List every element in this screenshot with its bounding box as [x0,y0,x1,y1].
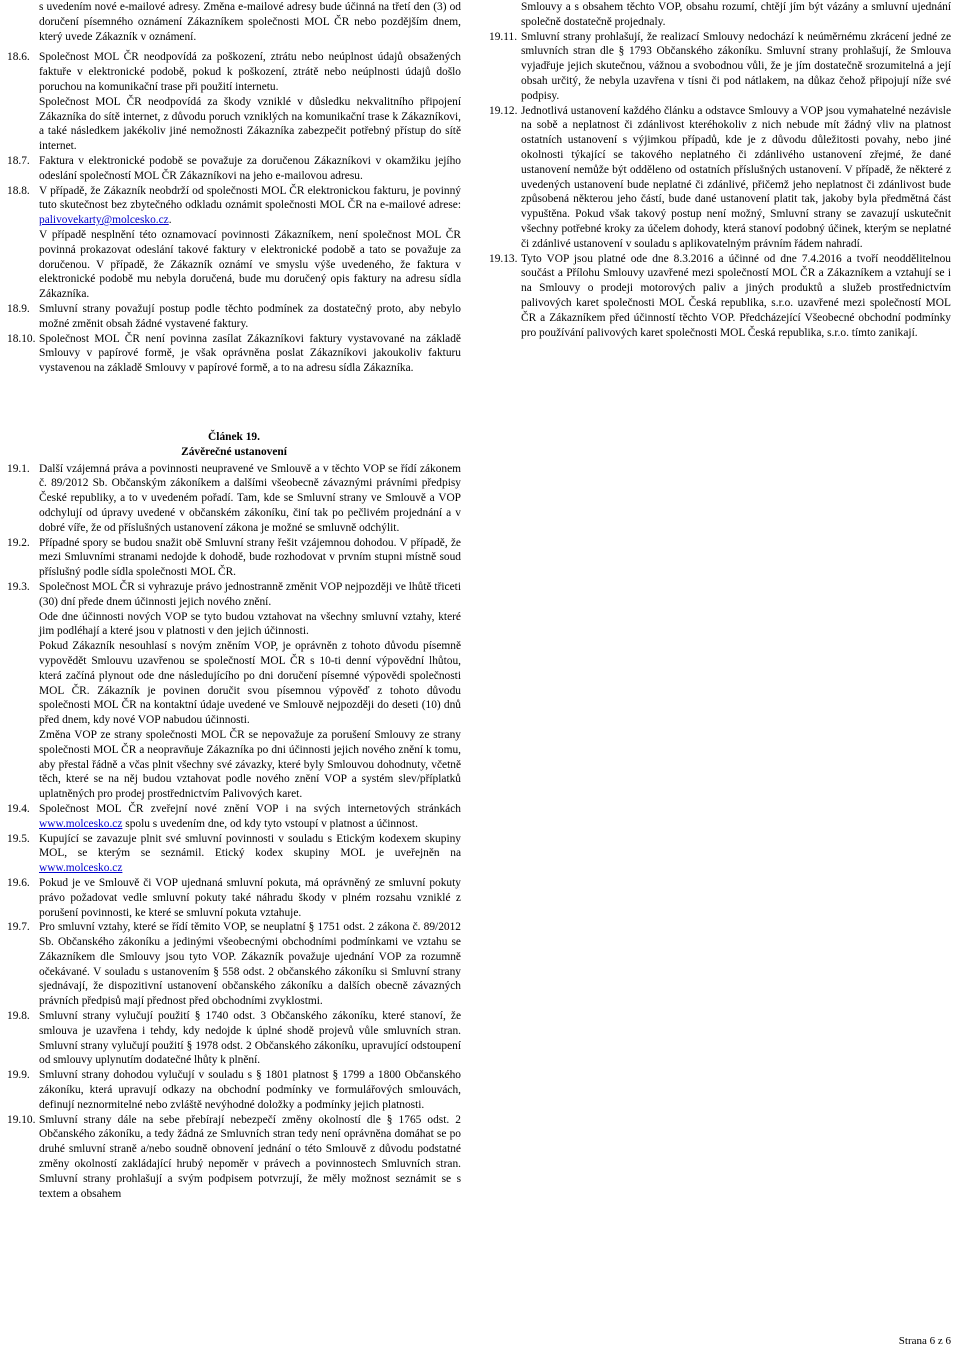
clause-text: Smluvní strany vylučují použití § 1740 odst. 3 Občanského zákoníku, které stanoví, že smlouva je uzavřena i tehdy, kdy nedojde k úplné shodě projevů vůle smluvních stran. Smluvní strany vylučují použití § 1978 odst. 2 Občanského zákoníku, upravující odstoupení od smlouvy uplynutím dodatečné lhůty k plnění. [39,1010,461,1067]
clause-text: Další vzájemná práva a povinnosti neupravené ve Smlouvě a v těchto VOP se řídí zákonem č. 89/2012 Sb. Občanským zákoníkem a dalšími všeobecně závaznými právními předpisy České republiky, a to v uvedeném pořadí. Tam, kde se Smluvní strany ve Smlouvě a VOP odchylují od úpravy uvedené v občanském zákoníku, činí tak po pečlivém projednání a v dobré víře, že od příslušných ustanovení zákona je možné se smluvně odchýlit. [39,462,461,534]
clause-number: 18.9. [7,302,30,315]
clause-19-1 [7,462,461,536]
clause-18-6 [7,50,461,154]
clause-number: 19.6. [7,876,30,889]
clause-text: Smluvní strany dále na sebe přebírají nebezpečí změny okolností dle § 1765 odst. 2 Občanského zákoníku, a tedy žádná ze Smluvních stran tedy není oprávněna domáhat se po druhé smluvní straně a/nebo soudně obnovení jednání o této Smlouvě z důvodu podstatné změny okolností zakládající hrubý nepoměr v právech a povinnostech Smluvních stran. Smluvní strany prohlašují a svým podpisem potvrzují, že měly možnost seznámit se s textem a obsahem [39,1113,461,1200]
clause-19-10 [7,1113,461,1202]
clause-number: 19.12. [489,104,518,117]
clause-19-10-continuation: Smlouvy a s obsahem těchto VOP, obsahu rozumí, chtějí jím být vázány a smluvní ujednání společně dostatečně projednaly. [521,1,951,28]
intro-continuation: s uvedením nové e-mailové adresy. Změna e-mailové adresy bude účinná na třetí den (3) od doručení písemného oznámení Zákazníkem společnosti MOL ČR nebo pozdějším dnem, který uvede Zákazník v oznámení. [39,1,461,43]
clause-number: 19.10. [7,1113,36,1126]
clause-18-9 [7,302,461,332]
clause-19-11 [489,30,951,104]
clause-19-6 [7,876,461,920]
clause-19-12 [489,104,951,252]
clause-number: 19.13. [489,252,518,265]
clause-number: 18.7. [7,154,30,167]
clause-text: Smluvní strany považují postup podle těchto podmínek za dostatečný proto, aby nebylo možné změnit obsah žádné vystavené faktury. [39,302,461,330]
clause-text: Pokud je ve Smlouvě či VOP ujednaná smluvní pokuta, má oprávněný ze smluvní pokuty právo požadovat vedle smluvní pokuty také náhradu škody v plném rozsahu vzniklé z porušení povinnosti, ke které se smluvní pokuta vztahuje. [39,876,461,919]
clause-19-13 [489,252,951,341]
clause-18-7 [7,154,461,184]
clause-text: Případné spory se budou snažit obě Smluvní strany řešit vzájemnou dohodou. V případě, že mezi Smluvními stranami nedojde k dohodě, bude rozhodovat v prvním stupni místně soud příslušný podle sídla společnosti MOL ČR. [39,536,461,579]
clause-text: V případě nesplnění této oznamovací povinnosti Zákazníkem, není společnost MOL ČR povinná prokazovat odeslání takové faktury v elektronické podobě a tato se považuje za doručenou. V případě, že Zákazník oznámí ve smyslu výše uvedeného, že faktura v elektronické podobě mu nebyla doručená, bude mu doručený opis faktury na adresu sídla Zákazníka. [39,228,461,301]
clause-19-3 [7,580,461,802]
clause-text: Pokud Zákazník nesouhlasí s novým zněním VOP, je oprávněn z tohoto důvodu písemně vypovědět Smlouvu uzavřenou se společností MOL ČR s 10-ti denní výpovědní lhůtou, která začíná plynout ode dne následujícího po dni doručení písemné výpovědi společnosti MOL ČR. Zákazník je povinen doručit svou písemnou výpověď z tohoto důvodu společnosti MOL ČR na kontaktní údaje uvedené ve Smlouvě nejpozději do deseti (10) dnů před dnem, kdy nové VOP nabudou účinnosti. [39,640,461,727]
email-link[interactable]: palivovekarty@molcesko.cz [39,214,169,227]
clause-18-10 [7,332,461,376]
clause-text: Kupující se zavazuje plnit své smluvní povinnosti v souladu s Etickým kodexem skupiny MOL, se kterým se seznámil. Etický kodex skupiny MOL je uveřejněn na [39,832,461,860]
clause-number: 19.9. [7,1069,30,1082]
clause-19-8 [7,1009,461,1068]
right-column [489,0,951,340]
clause-18-8: 18.8. V případě, že Zákazník neobdrží od společnosti MOL ČR elektronickou fakturu, je povinný tuto skutečnost bez zbytečného odkladu oznámit společnosti MOL ČR na e-mailové adrese: palivovekarty@molcesko.cz. V případě nesplnění této oznamovací povinnosti Zákazníkem, není společnost MOL ČR povinná prokazovat odeslání takové faktury v elektronické podobě a tato se považuje za doručenou. V případě, že Zákazník oznámí ve smyslu výše uvedeného, že faktura v elektronické podobě mu nebyla doručená, bude mu doručený opis faktury na adresu sídla Zákazníka. [7,184,461,301]
article-19 [7,430,461,1201]
left-column-top [7,0,461,376]
clause-text: Pro smluvní vztahy, které se řídí těmito VOP, se neuplatní § 1751 odst. 2 zákona č. 89/2012 Sb. Občanského zákoníku a jedinými všeobecnými obchodními podmínkami ve vztahu se Zákazníkem dle Smlouvy jsou tyto VOP. Zákazník považuje ujednání VOP za rozumně očekávané. V souladu s ustanovením § 558 odst. 2 občanského zákoníku si Smluvní strany sjednávají, že dispozitivní ustanovení občanského zákoníku a dalších obecně závazných právních předpisů mají přednost před obchodními zvyklostmi. [39,921,461,1008]
clause-number: 18.6. [7,51,30,64]
clause-text: Faktura v elektronické podobě se považuje za doručenou Zákazníkovi v okamžiku jejího odeslání společností MOL ČR Zákazníkovi na jeho e-mailovou adresu. [39,154,461,182]
clause-text: Smluvní strany prohlašují, že realizací Smlouvy nedochází k neúměrnému zkrácení jedné ze smluvních stran dle § 1793 Občanského zákoníku. Smluvní strany prohlašují, že Smlouva vyjadřuje jejich skutečnou, vážnou a svobodnou vůli, že je jím dostatečně srozumitelná a její obsah určitý, že nebyla uzavřena v tísni či pod nátlakem, na důkaz čehož připojují níže své podpisy. [521,30,951,102]
clause-number: 18.8. [7,184,30,197]
article-subtitle: Závěrečné ustanovení [181,445,287,458]
clause-number: 19.7. [7,921,30,934]
clause-19-9 [7,1068,461,1112]
clause-text: Změna VOP ze strany společnosti MOL ČR se nepovažuje za porušení Smlouvy ze strany společnosti MOL ČR a neopravňuje Zákazníka po dni účinnosti jejich nového znění k tomu, aby přestal řádně a včas plnit všechny své závazky, které byly Smlouvou dohodnuty, včetně těch, které se na něj budou vztahovat podle nového znění VOP a systém slev/příplatků uplatněných pro prodej prostřednictvím Palivových karet. [39,728,461,801]
clause-19-4: 19.4. Společnost MOL ČR zveřejní nové znění VOP i na svých internetových stránkách www.molcesko.cz spolu s uvedením dne, od kdy tyto vstoupí v platnost a účinnost. [7,802,461,830]
clause-19-2 [7,536,461,580]
clause-text: Jednotlivá ustanovení každého článku a odstavce Smlouvy a VOP jsou vymahatelné nezávisle na sobě a neplatnost či zdánlivost kteréhokoliv z nich nebude mít žádný vliv na platnost ostatních ustanovení s výjimkou případů, kde je z důvodu důležitosti povahy, nebo jiné okolnosti týkající se takového neplatného či zdánlivého ustanovení zřejmé, že dané ustanovení nemůže být odděleno od ostatních příslušných ustanovení. V případě, že některé z uvedených ustanovení bude neplatné či zdánlivé, přičemž jeho neplatnost či zdánlivost bude způsobená některou jeho částí, bude dané ustanovení platit tak, jakoby byla předmětná část vypuštěna. Pokud však takový postup není možný, Smluvní strany se zavazují uskutečnit všechny potřebné kroky za účelem dohody, která stanoví podobný účinek, kterým se neplatné či zdánlivé ustanovení v souladu s aplikovatelným právním řádem nahradí. [521,104,951,250]
website-link[interactable]: www.molcesko.cz [39,862,123,875]
clause-number: 19.3. [7,580,30,593]
clause-number: 19.1. [7,462,30,475]
clause-text: Společnost MOL ČR neodpovídá za poškození, ztrátu nebo neúplnost údajů obsažených faktuře v elektronické podobě, pokud k poškození, ztrátě nebo neúplnosti údajů došlo poruchou na komunikační trase při použití internetu. [39,51,461,93]
website-link[interactable]: www.molcesko.cz [39,817,123,830]
page-number: Strana 6 z 6 [898,1335,951,1348]
clause-number: 18.10. [7,332,36,345]
clause-text: Společnost MOL ČR si vyhrazuje právo jednostranně změnit VOP nejpozději ve lhůtě třiceti (30) dní přede dnem účinnosti jejich nového znění. [39,580,461,608]
clause-text: Společnost MOL ČR zveřejní nové znění VOP i na svých internetových stránkách [39,802,461,815]
clause-number: 19.4. [7,802,30,815]
clause-text: Smluvní strany dohodou vylučují v souladu s § 1801 platnost § 1799 a 1800 Občanského zákoníku, která upravují odkazy na obchodní podmínky ve formulářových smlouvách, definují neznormitelné nebo zvláště nevýhodné doložky a podmínky jejich platnosti. [39,1069,461,1111]
clause-number: 19.11. [489,30,518,43]
clause-number: 19.5. [7,832,30,845]
clause-text: Tyto VOP jsou platné ode dne 8.3.2016 a účinné od dne 7.4.2016 a tvoří neoddělitelnou součást a Přílohu Smlouvy uzavřené mezi společností MOL ČR a Zákazníkem a vztahují se i na Smlouvy o prodeji motorových paliv a jiných produktů a služeb prostřednictvím palivových karet společnosti MOL Česká republika, s.r.o. uzavřené mezi společností MOL ČR a Zákazníkem před účinností těchto VOP. Předcházející Všeobecné obchodní podmínky pro používání palivových karet společnosti MOL Česká republika, s.r.o. tímto zanikají. [521,252,951,339]
clause-number: 19.8. [7,1010,30,1023]
clause-text: Ode dne účinnosti nových VOP se tyto budou vztahovat na všechny smluvní vztahy, které jim podléhají a které jsou v platnosti v den jejich účinnosti. [39,610,461,638]
clause-text: V případě, že Zákazník neobdrží od společnosti MOL ČR elektronickou fakturu, je povinný tuto skutečnost bez zbytečného odkladu oznámit společnosti MOL ČR na e-mailové adrese: [39,184,461,212]
clause-text: Společnost MOL ČR není povinna zasílat Zákazníkovi faktury vystavované na základě Smlouvy v papírové formě, je však oprávněna poslat Zákazníkovi jakoukoliv fakturu vystavenou na základě Smlouvy v papírové formě, a to na adresu sídla Zákazníka. [39,332,461,375]
clause-number: 19.2. [7,536,30,549]
article-title: Článek 19. [208,431,260,443]
clause-19-5 [7,832,461,876]
clause-text: Společnost MOL ČR neodpovídá za škody vzniklé v důsledku nekvalitního připojení Zákazníka do sítě internet, z důvodu poruch vzniklých na komunikační trase k Zákazníkovi, a také následkem jakékoliv jiné nemožnosti Zákazníka zabezpečit potřebný přístup do sítě internet. [39,95,461,153]
clause-19-7 [7,920,461,1009]
